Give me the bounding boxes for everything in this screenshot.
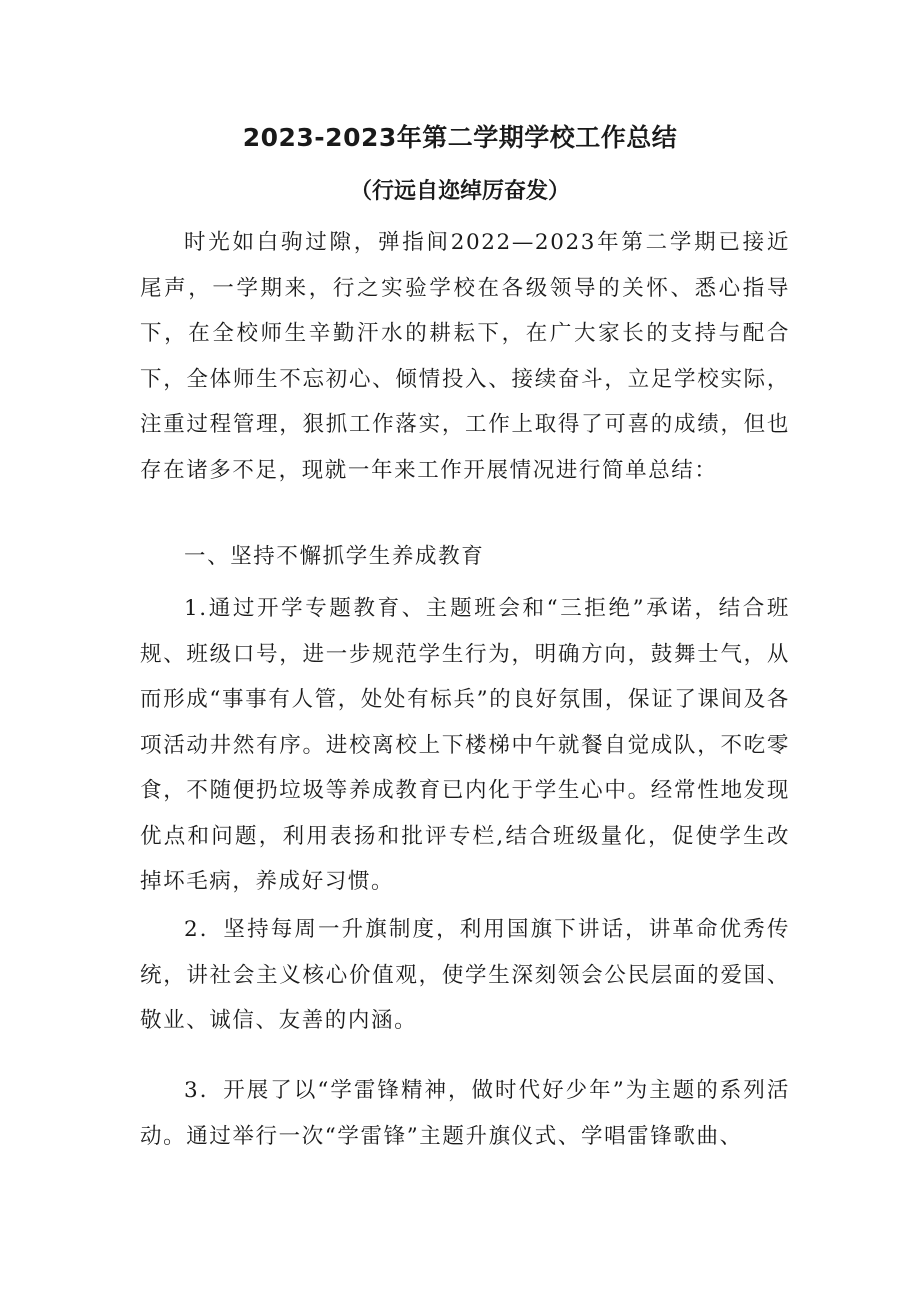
intro-paragraph: 时光如白驹过隙，弹指间2022—2023年第二学期已接近尾声，一学期来，行之实验学校在各级领导的关怀、悉心指导下，在全校师生辛勤汗水的耕耘下，在广大家长的支持与配合下，全体师生不忘初心、倾情投入、接续奋斗，立足学校实际，注重过程管理，狠抓工作落实，工作上取得了可喜的成绩，但也存在诸多不足，现就一年来工作开展情况进行简单总结： <box>140 230 790 483</box>
section-1-item-3: 3．开展了以“学雷锋精神，做时代好少年”为主题的系列活动。通过举行一次“学雷锋”主题升旗仪式、学唱雷锋歌曲、 <box>140 1078 790 1149</box>
document-title: 2023-2023年第二学期学校工作总结 <box>242 123 678 152</box>
section-heading-1: 一、坚持不懈抓学生养成教育 <box>184 544 485 569</box>
document-subtitle: （行远自迩绰厉奋发） <box>349 179 570 204</box>
section-1-item-1: 1.通过开学专题教育、主题班会和“三拒绝”承诺，结合班规、班级口号，进一步规范学生行为，明确方向，鼓舞士气，从而形成“事事有人管，处处有标兵”的良好氛围，保证了课间及各项活动井然有序。进校离校上下楼梯中午就餐自觉成队，不吃零食，不随便扔垃圾等养成教育已内化于学生心中。经常性地发现优点和问题，利用表扬和批评专栏,结合班级量化，促使学生改掉坏毛病，养成好习惯。 <box>140 596 790 894</box>
section-1-item-2: 2．坚持每周一升旗制度，利用国旗下讲话，讲革命优秀传统，讲社会主义核心价值观，使学生深刻领会公民层面的爱国、敬业、诚信、友善的内涵。 <box>140 917 790 1033</box>
